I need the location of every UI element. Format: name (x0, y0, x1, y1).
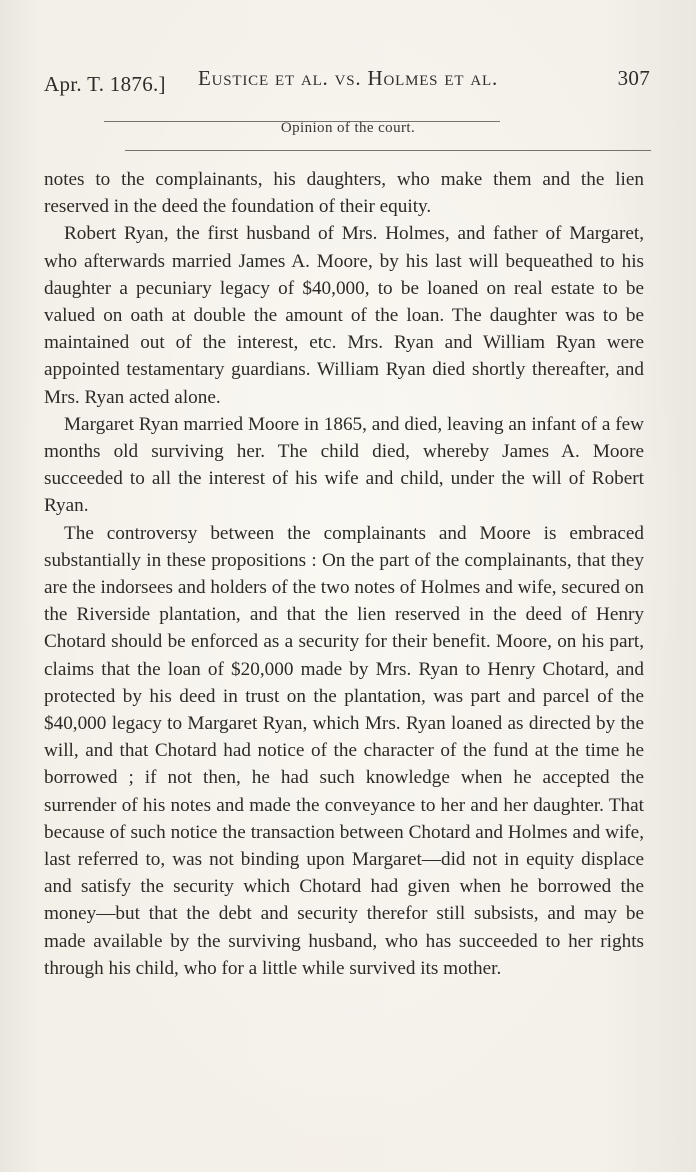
court-term: Apr. T. 1876.] (44, 72, 166, 96)
opinion-text (44, 166, 644, 982)
paragraph-marriage: Margaret Ryan married Moore in 1865, and died, leaving an infant of a few months old surviving her. The child died, whereby James A. Moore succeeded to all the interest of his wife and child, under the will of Robert Ryan. (44, 413, 644, 517)
running-head (44, 66, 650, 98)
paragraph-will: Robert Ryan, the first husband of Mrs. Holmes, and father of Margaret, who afterwards married James A. Moore, by his last will bequeathed to his daughter a pecuniary legacy of $40,000, to be loaned on real estate to be valued on oath at double the amount of the loan. The daughter was to be maintained out of the interest, etc. Mrs. Ryan and William Ryan were appointed testamentary guardians. William Ryan died shortly thereafter, and Mrs. Ryan acted alone. (44, 223, 644, 408)
case-title: Eustice et al. vs. Holmes et al. (198, 66, 498, 90)
header-rule-bottom (125, 150, 651, 151)
paragraph-continuation: notes to the complainants, his daughters, who make them and the lien reserved in the deed the foundation of their equity. (44, 169, 644, 218)
paragraph-controversy: The controversy between the complainants and Moore is embraced substantially in these propositions : On the part of the complainants, that they are the indorsees and holders of the two notes of Holmes and wife, secured on the Riverside plantation, and that the lien reserved in the deed of Henry Chotard should be enforced as a security for their benefit. Moore, on his part, claims that the loan of $20,000 made by Mrs. Ryan to Henry Chotard, and protected by his deed in trust on the plantation, was part and parcel of the $40,000 legacy to Margaret Ryan, which Mrs. Ryan loaned as directed by the will, and that Chotard had notice of the character of the fund at the time he borrowed ; if not then, he had such knowledge when he accepted the surrender of his notes and made the conveyance to her and her daughter. That because of such notice the transaction between Chotard and Holmes and wife, last referred to, was not binding upon Margaret—did not in equity displace and satisfy the security which Chotard had given when he borrowed the money—but that the debt and security therefor still subsists, and may be made available by the surviving husband, who has succeeded to her rights through his child, who for a little while survived its mother. (44, 522, 644, 979)
section-label: Opinion of the court. (280, 120, 416, 136)
page-number: 307 (617, 66, 650, 90)
